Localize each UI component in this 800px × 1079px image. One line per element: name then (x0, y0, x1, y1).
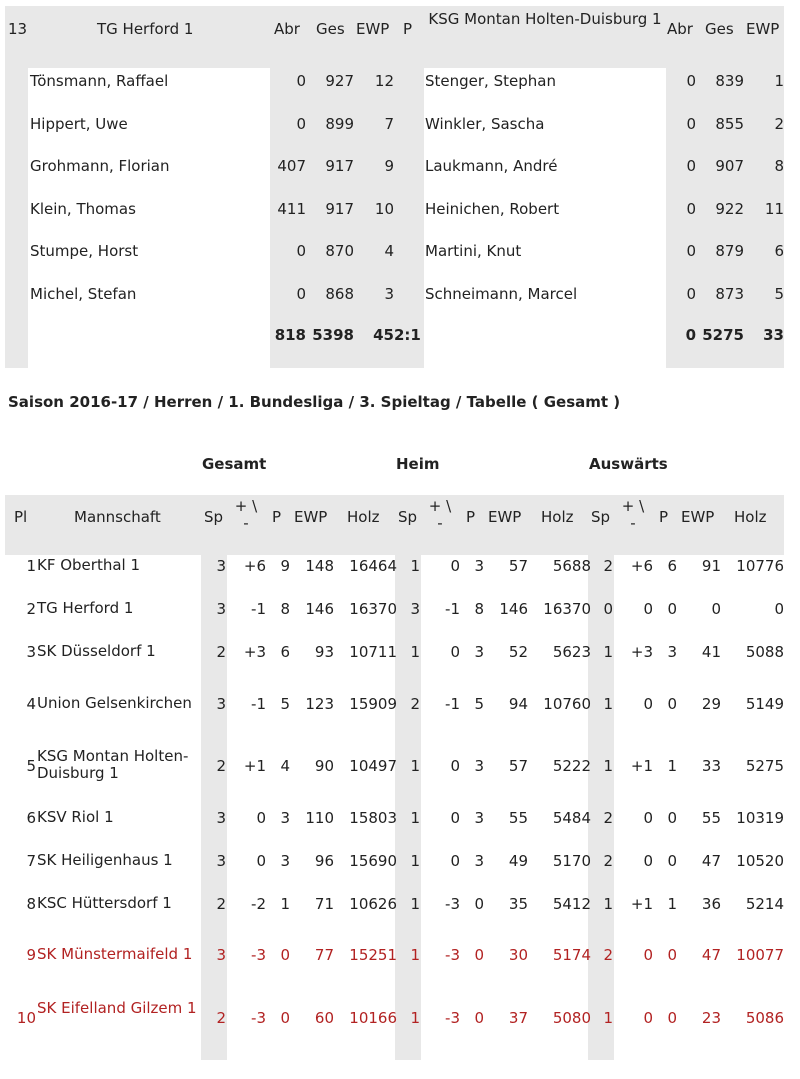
h-holz: 5484 (552, 809, 591, 827)
g-holz: 15690 (349, 852, 397, 870)
g-sp: 3 (216, 695, 226, 713)
h-p: 0 (474, 1009, 484, 1027)
g-holz: 15251 (349, 946, 397, 964)
away-player-ewp: 8 (774, 157, 784, 175)
g-holz: 16370 (349, 600, 397, 618)
g-holz: 10711 (349, 643, 397, 661)
away-player-name: Stenger, Stephan (425, 72, 556, 90)
home-player-abr: 0 (296, 242, 306, 260)
home-player-name: Michel, Stefan (30, 285, 137, 303)
h-plus-minus: 0 (450, 757, 460, 775)
g-p: 1 (280, 895, 290, 913)
header-g-sp: Sp (204, 508, 224, 526)
home-player-abr: 0 (296, 72, 306, 90)
g-plus-minus: -1 (251, 695, 266, 713)
h-sp: 1 (410, 1009, 420, 1027)
a-p: 1 (667, 757, 677, 775)
g-plus-minus: 0 (256, 852, 266, 870)
h-sp: 2 (410, 695, 420, 713)
g-p: 0 (280, 1009, 290, 1027)
home-player-name: Tönsmann, Raffael (30, 72, 169, 90)
g-sp: 2 (216, 1009, 226, 1027)
home-player-ges: 868 (325, 285, 354, 303)
a-holz: 10077 (736, 946, 784, 964)
home-player-name: Grohmann, Florian (30, 157, 170, 175)
home-player-ewp: 12 (374, 72, 394, 90)
rank: 6 (26, 809, 36, 827)
away-team-name: KSG Montan Holten-Duisburg 1 (428, 10, 662, 28)
h-ewp: 37 (508, 1009, 528, 1027)
a-plus-minus: 0 (643, 809, 653, 827)
a-ewp: 47 (701, 946, 721, 964)
header-pl: Pl (14, 508, 28, 526)
a-plus-minus: 0 (643, 852, 653, 870)
away-player-ewp: 2 (774, 115, 784, 133)
g-sp: 3 (216, 557, 226, 575)
a-holz: 10776 (736, 557, 784, 575)
col-p-home: P (403, 20, 413, 38)
away-player-ewp: 5 (774, 285, 784, 303)
a-ewp: 33 (701, 757, 721, 775)
h-p: 0 (474, 895, 484, 913)
group-auswaerts: Auswärts (589, 455, 668, 473)
h-p: 3 (474, 643, 484, 661)
a-p: 6 (667, 557, 677, 575)
total-ewp-home: 45 (373, 326, 394, 344)
g-sp: 2 (216, 643, 226, 661)
header-h-ewp: EWP (488, 508, 522, 526)
home-player-name: Stumpe, Horst (30, 242, 139, 260)
a-sp: 1 (603, 643, 613, 661)
a-holz: 5086 (745, 1009, 784, 1027)
h-sp: 1 (410, 946, 420, 964)
g-p: 6 (280, 643, 290, 661)
team-name: KSG Montan Holten-Duisburg 1 (37, 747, 189, 782)
away-player-ewp: 11 (764, 200, 784, 218)
h-ewp: 30 (508, 946, 528, 964)
total-ges-away: 5275 (702, 326, 744, 344)
h-holz: 5623 (552, 643, 591, 661)
away-player-abr: 0 (686, 200, 696, 218)
g-ewp: 90 (314, 757, 334, 775)
g-plus-minus: +6 (243, 557, 266, 575)
g-p: 5 (280, 695, 290, 713)
group-gesamt: Gesamt (202, 455, 267, 473)
team-name: KSV Riol 1 (37, 808, 114, 826)
rank: 8 (26, 895, 36, 913)
away-player-ges: 907 (715, 157, 744, 175)
home-player-abr: 407 (277, 157, 306, 175)
g-ewp: 96 (314, 852, 334, 870)
h-plus-minus: -3 (445, 895, 460, 913)
g-plus-minus: -1 (251, 600, 266, 618)
team-name: SK Heiligenhaus 1 (37, 851, 173, 869)
h-plus-minus: 0 (450, 809, 460, 827)
header-a-holz: Holz (734, 508, 767, 526)
a-sp: 2 (603, 946, 613, 964)
a-plus-minus: +1 (630, 895, 653, 913)
a-ewp: 29 (701, 695, 721, 713)
h-plus-minus: -3 (445, 946, 460, 964)
header-g-plus-minus: + \ - (234, 497, 258, 532)
a-ewp: 55 (701, 809, 721, 827)
a-plus-minus: 0 (643, 600, 653, 618)
g-ewp: 110 (305, 809, 334, 827)
col-ges-away: Ges (705, 20, 734, 38)
team-name: KSC Hüttersdorf 1 (37, 894, 172, 912)
a-plus-minus: 0 (643, 1009, 653, 1027)
header-g-p: P (272, 508, 282, 526)
g-holz: 15909 (349, 695, 397, 713)
g-ewp: 77 (314, 946, 334, 964)
a-holz: 5088 (745, 643, 784, 661)
g-p: 4 (280, 757, 290, 775)
team-name: SK Eifelland Gilzem 1 (37, 999, 197, 1017)
header-h-holz: Holz (541, 508, 574, 526)
h-p: 5 (474, 695, 484, 713)
col-abr-away: Abr (667, 20, 693, 38)
a-sp: 2 (603, 852, 613, 870)
away-player-ewp: 6 (774, 242, 784, 260)
team-name: KF Oberthal 1 (37, 556, 141, 574)
rank: 9 (26, 946, 36, 964)
h-holz: 5688 (552, 557, 591, 575)
team-name: TG Herford 1 (37, 599, 134, 617)
a-sp: 2 (603, 557, 613, 575)
rank: 10 (16, 1009, 36, 1027)
g-p: 8 (280, 600, 290, 618)
away-player-ges: 879 (715, 242, 744, 260)
header-h-sp: Sp (398, 508, 418, 526)
h-ewp: 146 (499, 600, 528, 618)
h-holz: 16370 (543, 600, 591, 618)
a-ewp: 36 (701, 895, 721, 913)
a-holz: 5149 (745, 695, 784, 713)
g-holz: 10166 (349, 1009, 397, 1027)
header-a-plus-minus: + \ - (621, 497, 645, 532)
total-abr-home: 818 (274, 326, 306, 344)
g-p: 0 (280, 946, 290, 964)
g-holz: 15803 (349, 809, 397, 827)
g-sp: 2 (216, 757, 226, 775)
g-holz: 16464 (349, 557, 397, 575)
h-p: 3 (474, 757, 484, 775)
a-p: 0 (667, 1009, 677, 1027)
h-holz: 5222 (552, 757, 591, 775)
g-plus-minus: 0 (256, 809, 266, 827)
a-p: 0 (667, 809, 677, 827)
a-plus-minus: 0 (643, 946, 653, 964)
a-sp: 1 (603, 757, 613, 775)
a-sp: 1 (603, 1009, 613, 1027)
home-player-name: Klein, Thomas (30, 200, 136, 218)
a-plus-minus: +1 (630, 757, 653, 775)
home-player-ges: 899 (325, 115, 354, 133)
h-ewp: 57 (508, 557, 528, 575)
h-ewp: 94 (508, 695, 528, 713)
h-sp: 1 (410, 643, 420, 661)
away-player-ges: 855 (715, 115, 744, 133)
g-sp: 3 (216, 946, 226, 964)
g-sp: 3 (216, 852, 226, 870)
g-ewp: 93 (314, 643, 334, 661)
header-g-ewp: EWP (294, 508, 328, 526)
g-ewp: 123 (305, 695, 334, 713)
h-holz: 5412 (552, 895, 591, 913)
h-p: 8 (474, 600, 484, 618)
col-ewp-home: EWP (356, 20, 390, 38)
h-plus-minus: 0 (450, 852, 460, 870)
g-p: 9 (280, 557, 290, 575)
g-p: 3 (280, 852, 290, 870)
group-heim: Heim (396, 455, 440, 473)
g-holz: 10497 (349, 757, 397, 775)
away-player-name: Schneimann, Marcel (425, 285, 578, 303)
a-plus-minus: +3 (630, 643, 653, 661)
a-plus-minus: +6 (630, 557, 653, 575)
col-ewp-away: EWP (746, 20, 780, 38)
away-player-ges: 873 (715, 285, 744, 303)
header-mannschaft: Mannschaft (74, 508, 161, 526)
home-player-ewp: 7 (384, 115, 394, 133)
h-plus-minus: 0 (450, 643, 460, 661)
away-player-abr: 0 (686, 157, 696, 175)
g-p: 3 (280, 809, 290, 827)
h-sp: 1 (410, 757, 420, 775)
rank: 3 (26, 643, 36, 661)
header-a-ewp: EWP (681, 508, 715, 526)
total-abr-away: 0 (685, 326, 696, 344)
home-player-ges: 927 (325, 72, 354, 90)
a-ewp: 91 (701, 557, 721, 575)
h-ewp: 55 (508, 809, 528, 827)
a-holz: 0 (774, 600, 784, 618)
team-name: SK Düsseldorf 1 (37, 642, 156, 660)
g-plus-minus: -3 (251, 1009, 266, 1027)
h-p: 3 (474, 809, 484, 827)
rank: 5 (26, 757, 36, 775)
a-sp: 2 (603, 809, 613, 827)
a-holz: 10319 (736, 809, 784, 827)
h-p: 3 (474, 557, 484, 575)
rank: 7 (26, 852, 36, 870)
h-holz: 5174 (552, 946, 591, 964)
h-ewp: 57 (508, 757, 528, 775)
away-player-abr: 0 (686, 285, 696, 303)
g-sp: 3 (216, 809, 226, 827)
away-player-name: Heinichen, Robert (425, 200, 560, 218)
home-player-ewp: 3 (384, 285, 394, 303)
h-ewp: 49 (508, 852, 528, 870)
h-holz: 5170 (552, 852, 591, 870)
rank: 1 (26, 557, 36, 575)
home-player-ges: 870 (325, 242, 354, 260)
a-plus-minus: 0 (643, 695, 653, 713)
h-plus-minus: -1 (445, 695, 460, 713)
header-h-plus-minus: + \ - (428, 497, 452, 532)
g-sp: 3 (216, 600, 226, 618)
a-p: 0 (667, 600, 677, 618)
team-name: SK Münstermaifeld 1 (37, 945, 193, 963)
away-player-ges: 922 (715, 200, 744, 218)
a-holz: 10520 (736, 852, 784, 870)
a-p: 0 (667, 946, 677, 964)
away-player-name: Laukmann, André (425, 157, 558, 175)
header-a-sp: Sp (591, 508, 611, 526)
h-plus-minus: -3 (445, 1009, 460, 1027)
h-sp: 3 (410, 600, 420, 618)
h-plus-minus: -1 (445, 600, 460, 618)
a-sp: 1 (603, 895, 613, 913)
home-player-abr: 0 (296, 285, 306, 303)
h-plus-minus: 0 (450, 557, 460, 575)
g-ewp: 146 (305, 600, 334, 618)
h-ewp: 52 (508, 643, 528, 661)
a-ewp: 0 (711, 600, 721, 618)
a-ewp: 41 (701, 643, 721, 661)
away-player-name: Martini, Knut (425, 242, 522, 260)
home-player-ewp: 4 (384, 242, 394, 260)
home-team-name: TG Herford 1 (97, 20, 194, 38)
a-p: 1 (667, 895, 677, 913)
a-holz: 5214 (745, 895, 784, 913)
g-ewp: 71 (314, 895, 334, 913)
g-plus-minus: +3 (243, 643, 266, 661)
away-player-abr: 0 (686, 115, 696, 133)
away-player-abr: 0 (686, 72, 696, 90)
h-ewp: 35 (508, 895, 528, 913)
a-ewp: 47 (701, 852, 721, 870)
h-p: 3 (474, 852, 484, 870)
col-abr-home: Abr (274, 20, 300, 38)
header-a-p: P (659, 508, 669, 526)
a-ewp: 23 (701, 1009, 721, 1027)
g-ewp: 60 (314, 1009, 334, 1027)
total-ges-home: 5398 (312, 326, 354, 344)
h-sp: 1 (410, 895, 420, 913)
a-sp: 1 (603, 695, 613, 713)
away-player-ges: 839 (715, 72, 744, 90)
total-ewp-away: 33 (763, 326, 784, 344)
total-points-home: 2:1 (394, 326, 421, 344)
col-ges-home: Ges (316, 20, 345, 38)
a-holz: 5275 (745, 757, 784, 775)
away-player-ewp: 1 (774, 72, 784, 90)
header-g-holz: Holz (347, 508, 380, 526)
home-player-ges: 917 (325, 200, 354, 218)
g-sp: 2 (216, 895, 226, 913)
home-player-abr: 411 (277, 200, 306, 218)
standings-title: Saison 2016-17 / Herren / 1. Bundesliga / 3. Spieltag / Tabelle ( Gesamt ) (8, 393, 621, 411)
a-p: 3 (667, 643, 677, 661)
h-holz: 10760 (543, 695, 591, 713)
header-h-p: P (466, 508, 476, 526)
h-holz: 5080 (552, 1009, 591, 1027)
home-player-name: Hippert, Uwe (30, 115, 128, 133)
a-p: 0 (667, 695, 677, 713)
h-p: 0 (474, 946, 484, 964)
home-player-ewp: 10 (374, 200, 394, 218)
rank: 4 (26, 695, 36, 713)
h-sp: 1 (410, 557, 420, 575)
away-player-abr: 0 (686, 242, 696, 260)
g-plus-minus: -3 (251, 946, 266, 964)
home-player-abr: 0 (296, 115, 306, 133)
g-ewp: 148 (305, 557, 334, 575)
a-p: 0 (667, 852, 677, 870)
g-plus-minus: +1 (243, 757, 266, 775)
g-plus-minus: -2 (251, 895, 266, 913)
rank: 2 (26, 600, 36, 618)
g-holz: 10626 (349, 895, 397, 913)
a-sp: 0 (603, 600, 613, 618)
home-player-ges: 917 (325, 157, 354, 175)
match-number: 13 (8, 20, 28, 38)
h-sp: 1 (410, 809, 420, 827)
home-player-ewp: 9 (384, 157, 394, 175)
team-name: Union Gelsenkirchen (37, 694, 192, 712)
h-sp: 1 (410, 852, 420, 870)
away-player-name: Winkler, Sascha (425, 115, 545, 133)
